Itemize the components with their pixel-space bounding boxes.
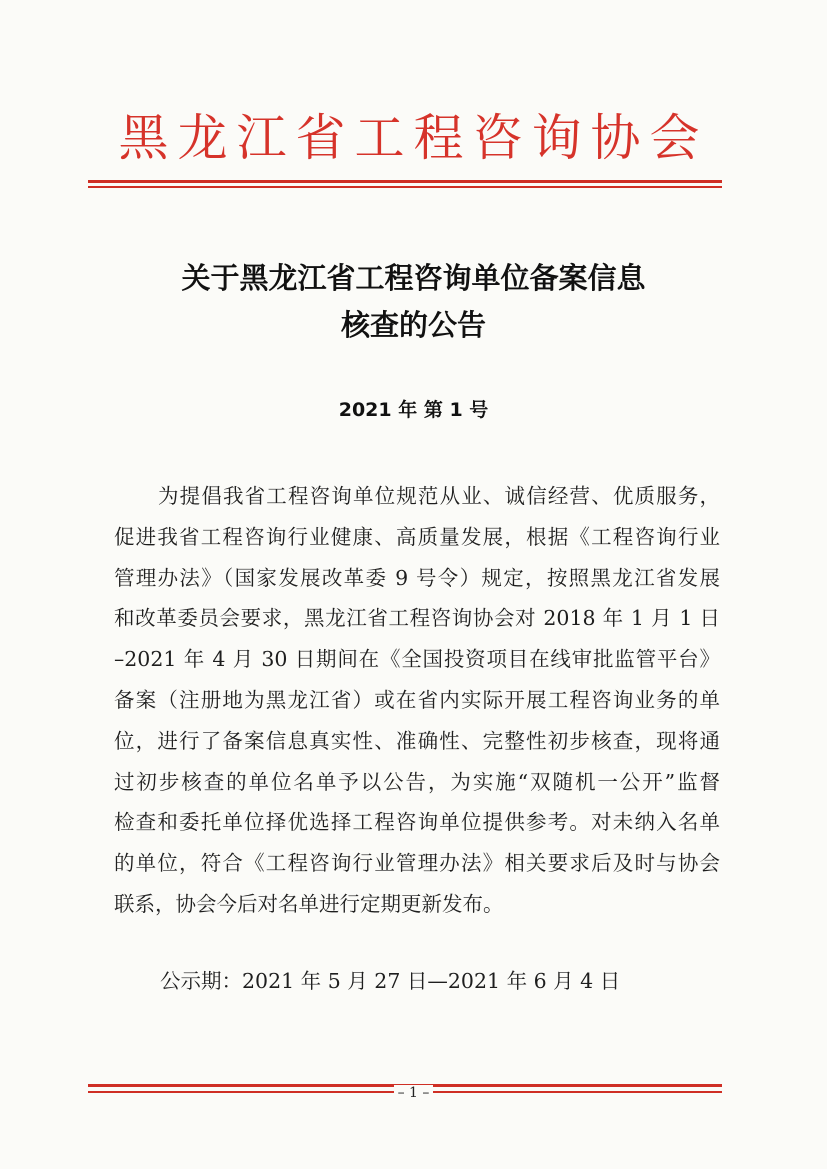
body-line: 为提倡我省工程咨询单位规范从业、诚信经营、优质服务， [158, 484, 720, 508]
body-line: 和改革委员会要求，黑龙江省工程咨询协会对 2018 年 1 月 1 日 [114, 606, 720, 631]
document-title-line-2: 核查的公告 [340, 308, 486, 342]
document-number: 2021 年 第 1 号 [338, 399, 489, 421]
body-line: 的单位，符合《工程咨询行业管理办法》相关要求后及时与协会 [114, 851, 720, 876]
document-title-line-1: 关于黑龙江省工程咨询单位备案信息 [181, 261, 646, 295]
body-line: 过初步核查的单位名单予以公告，为实施“双随机一公开”监督 [114, 769, 720, 794]
body-line: 备案（注册地为黑龙江省）或在省内实际开展工程咨询业务的单 [114, 687, 720, 712]
page-number [0, 1084, 827, 1102]
body-line: 位，进行了备案信息真实性、准确性、完整性初步核查，现将通 [114, 728, 720, 753]
body-paragraph [114, 476, 720, 925]
letterhead-rule-thick [88, 180, 722, 183]
body-line: –2021 年 4 月 30 日期间在《全国投资项目在线审批监管平台》 [114, 647, 720, 672]
notice-period: 公示期：2021 年 5 月 27 日—2021 年 6 月 4 日 [160, 969, 621, 993]
body-line: 检查和委托单位择优选择工程咨询单位提供参考。对未纳入名单 [114, 810, 720, 835]
body-line: 联系，协会今后对名单进行定期更新发布。 [114, 891, 504, 916]
page-number-text: – 1 – [394, 1085, 434, 1101]
letterhead-rule-thin [88, 186, 722, 188]
letterhead-title: 黑龙江省工程咨询协会 [118, 109, 709, 167]
body-line: 管理办法》（国家发展改革委 9 号令）规定，按照黑龙江省发展 [114, 565, 720, 590]
body-line: 促进我省工程咨询行业健康、高质量发展，根据《工程咨询行业 [114, 524, 720, 549]
